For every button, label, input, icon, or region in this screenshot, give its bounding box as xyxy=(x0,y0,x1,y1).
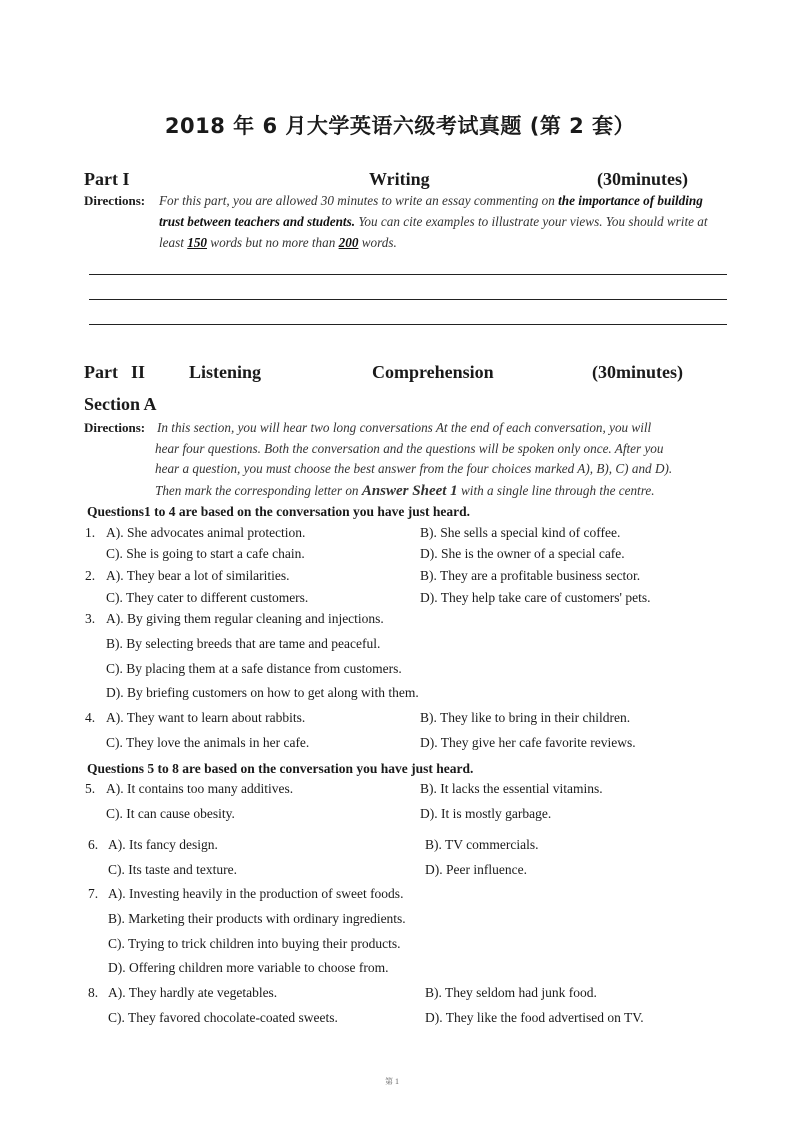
part1-directions-label: Directions: xyxy=(84,193,146,208)
q6-option-d: D). Peer influence. xyxy=(425,862,527,877)
q2-option-b: B). They are a profitable business sector. xyxy=(420,568,641,583)
q8-option-c: C). They favored chocolate-coated sweets. xyxy=(108,1010,338,1025)
page-title: 2018 年 6 月大学英语六级考试真题 (第 2 套） xyxy=(164,114,636,138)
q7-option-b: B). Marketing their products with ordinary ingredients. xyxy=(108,911,406,926)
q4-option-b: B). They like to bring in their children. xyxy=(420,710,631,725)
page-footer: 第 1 xyxy=(385,1077,399,1086)
q5-option-b: B). It lacks the essential vitamins. xyxy=(420,781,603,796)
dir-d: You can cite examples to illustrate your views. You xyxy=(358,214,626,229)
q5-number: 5. xyxy=(85,781,96,796)
q7-option-d: D). Offering children more variable to choose from. xyxy=(108,960,389,975)
section-a-heading: Section A xyxy=(84,394,157,414)
q3-option-b: B). By selecting breeds that are tame and peaceful. xyxy=(106,636,381,651)
q2-option-c: C). They cater to different customers. xyxy=(106,590,309,605)
q3-option-d: D). By briefing customers on how to get along with them. xyxy=(106,685,419,700)
q5-option-a: A). It contains too many additives. xyxy=(106,781,294,796)
q2-option-a: A). They bear a lot of similarities. xyxy=(106,568,290,583)
q4-option-c: C). They love the animals in her cafe. xyxy=(106,735,310,750)
dir-line4b: with a single line through the centre. xyxy=(460,483,655,498)
dir-e: should write at least xyxy=(159,214,708,250)
q2-number: 2. xyxy=(85,568,96,583)
dir-a: For this part, you are allowed 30 minutes to write an essay commenting on xyxy=(159,193,555,208)
q7-option-a: A). Investing heavily in the production of sweet foods. xyxy=(108,886,404,901)
part2-label: Part xyxy=(84,362,118,382)
dir-g: words. xyxy=(361,235,397,250)
q5-option-c: C). It can cause obesity. xyxy=(106,806,235,821)
q3-number: 3. xyxy=(85,611,96,626)
part2-time: (30minutes) xyxy=(592,362,683,382)
part1-name: Writing xyxy=(369,169,430,189)
dir-b: the importance of xyxy=(558,193,655,208)
writing-line-1 xyxy=(89,274,727,275)
min-words: 150 xyxy=(187,235,207,250)
part2-roman: II xyxy=(131,362,146,382)
q1-option-b: B). She sells a special kind of coffee. xyxy=(420,525,621,540)
part1-directions xyxy=(159,190,729,253)
q1-option-a: A). She advocates animal protection. xyxy=(106,525,306,540)
q1-number: 1. xyxy=(85,525,96,540)
part1-time: (30minutes) xyxy=(597,169,688,189)
q6-number: 6. xyxy=(88,837,99,852)
group1-heading: Questions1 to 4 are based on the conversation you have just heard. xyxy=(87,504,471,519)
q8-option-b: B). They seldom had junk food. xyxy=(425,985,597,1000)
q1-option-d: D). She is the owner of a special cafe. xyxy=(420,546,625,561)
q8-option-d: D). They like the food advertised on TV. xyxy=(425,1010,644,1025)
q6-option-b: B). TV commercials. xyxy=(425,837,539,852)
dir-f: words but no more than xyxy=(210,235,336,250)
q3-option-c: C). By placing them at a safe distance from customers. xyxy=(106,661,402,676)
part2-name-comprehension: Comprehension xyxy=(372,362,494,382)
part2-dir-line3: hear a question, you must choose the best answer from the four choices marked A), B), C) and D). xyxy=(155,461,673,476)
part2-dir-line1: In this section, you will hear two long conversations At the end of each conversation, you will xyxy=(157,420,652,435)
writing-line-3 xyxy=(89,324,727,325)
q8-number: 8. xyxy=(88,985,99,1000)
q2-option-d: D). They help take care of customers' pets. xyxy=(420,590,651,605)
part2-name-listening: Listening xyxy=(189,362,262,382)
q8-option-a: A). They hardly ate vegetables. xyxy=(108,985,278,1000)
group2-heading: Questions 5 to 8 are based on the conversation you have just heard. xyxy=(87,761,474,776)
part2-dir-line4 xyxy=(155,480,655,502)
dir-c: building trust between teachers and students. xyxy=(159,193,703,229)
answer-sheet-label: Answer Sheet 1 xyxy=(361,483,458,499)
part2-directions-label: Directions: xyxy=(84,420,146,435)
q3-option-a: A). By giving them regular cleaning and injections. xyxy=(106,611,384,626)
q1-option-c: C). She is going to start a cafe chain. xyxy=(106,546,305,561)
q7-option-c: C). Trying to trick children into buying their products. xyxy=(108,936,401,951)
max-words: 200 xyxy=(338,235,359,250)
q4-number: 4. xyxy=(85,710,96,725)
part2-dir-line2: hear four questions. Both the conversation and the questions will be spoken only once. After you xyxy=(155,441,664,456)
q5-option-d: D). It is mostly garbage. xyxy=(420,806,552,821)
q6-option-c: C). Its taste and texture. xyxy=(108,862,237,877)
dir-line4a: Then mark the corresponding letter on xyxy=(155,483,359,498)
part1-label: Part I xyxy=(84,169,130,189)
q4-option-a: A). They want to learn about rabbits. xyxy=(106,710,306,725)
q7-number: 7. xyxy=(88,886,99,901)
q6-option-a: A). Its fancy design. xyxy=(108,837,218,852)
q4-option-d: D). They give her cafe favorite reviews. xyxy=(420,735,636,750)
writing-line-2 xyxy=(89,299,727,300)
